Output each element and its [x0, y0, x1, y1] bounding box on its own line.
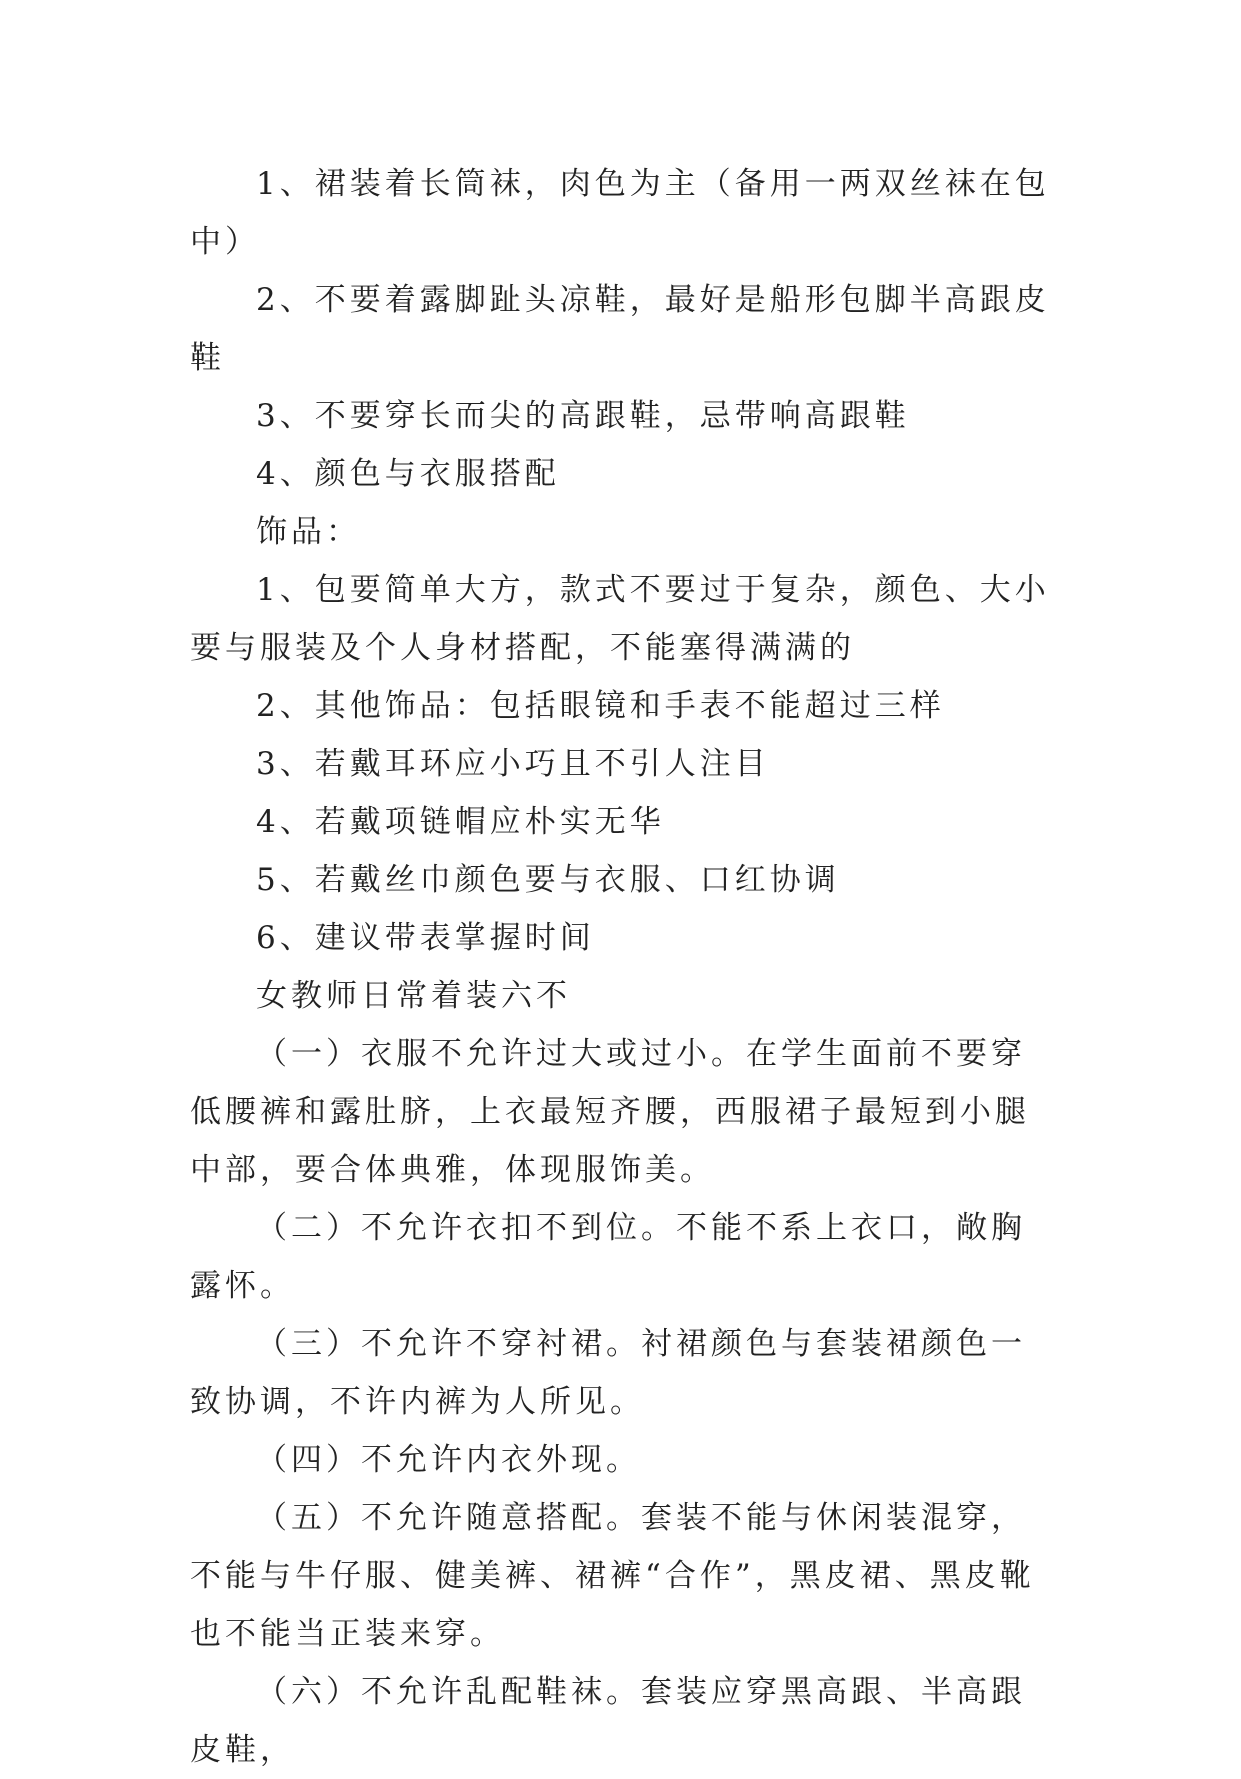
- paragraph-rule-4: （四）不允许内衣外现。: [256, 1442, 641, 1478]
- section-heading-accessories: 饰品：: [256, 514, 361, 550]
- paragraph-scarf: 5、若戴丝巾颜色要与衣服、口红协调: [256, 862, 840, 898]
- paragraph-other-accessories: 2、其他饰品：包括眼镜和手表不能超过三样: [256, 688, 945, 724]
- paragraph-necklace: 4、若戴项链帽应朴实无华: [256, 804, 665, 840]
- paragraph-stockings: 1、裙装着长筒袜，肉色为主（备用一两双丝袜在包中）: [190, 166, 1050, 260]
- paragraph-rule-5: （五）不允许随意搭配。套装不能与休闲装混穿，不能与牛仔服、健美裤、裙裤“合作”，黑皮裙、黑皮靴也不能当正装来穿。: [190, 1500, 1035, 1652]
- paragraph-bag: 1、包要简单大方，款式不要过于复杂，颜色、大小要与服装及个人身材搭配，不能塞得满满的: [190, 572, 1050, 666]
- paragraph-rule-6: （六）不允许乱配鞋袜。套装应穿黑高跟、半高跟皮鞋，: [190, 1674, 1026, 1768]
- paragraph-color-match: 4、颜色与衣服搭配: [256, 456, 560, 492]
- paragraph-no-open-toe: 2、不要着露脚趾头凉鞋，最好是船形包脚半高跟皮鞋: [190, 282, 1050, 376]
- document-body: [190, 155, 1050, 1779]
- paragraph-earrings: 3、若戴耳环应小巧且不引人注目: [256, 746, 770, 782]
- paragraph-rule-2: （二）不允许衣扣不到位。不能不系上衣口，敞胸露怀。: [190, 1210, 1026, 1304]
- paragraph-no-pointed-heels: 3、不要穿长而尖的高跟鞋，忌带响高跟鞋: [256, 398, 910, 434]
- section-heading-six-donts: 女教师日常着装六不: [256, 978, 571, 1014]
- paragraph-watch: 6、建议带表掌握时间: [256, 920, 595, 956]
- paragraph-rule-1: （一）衣服不允许过大或过小。在学生面前不要穿低腰裤和露肚脐，上衣最短齐腰，西服裙子最短到小腿中部，要合体典雅，体现服饰美。: [190, 1036, 1030, 1188]
- paragraph-rule-3: （三）不允许不穿衬裙。衬裙颜色与套装裙颜色一致协调，不许内裤为人所见。: [190, 1326, 1026, 1420]
